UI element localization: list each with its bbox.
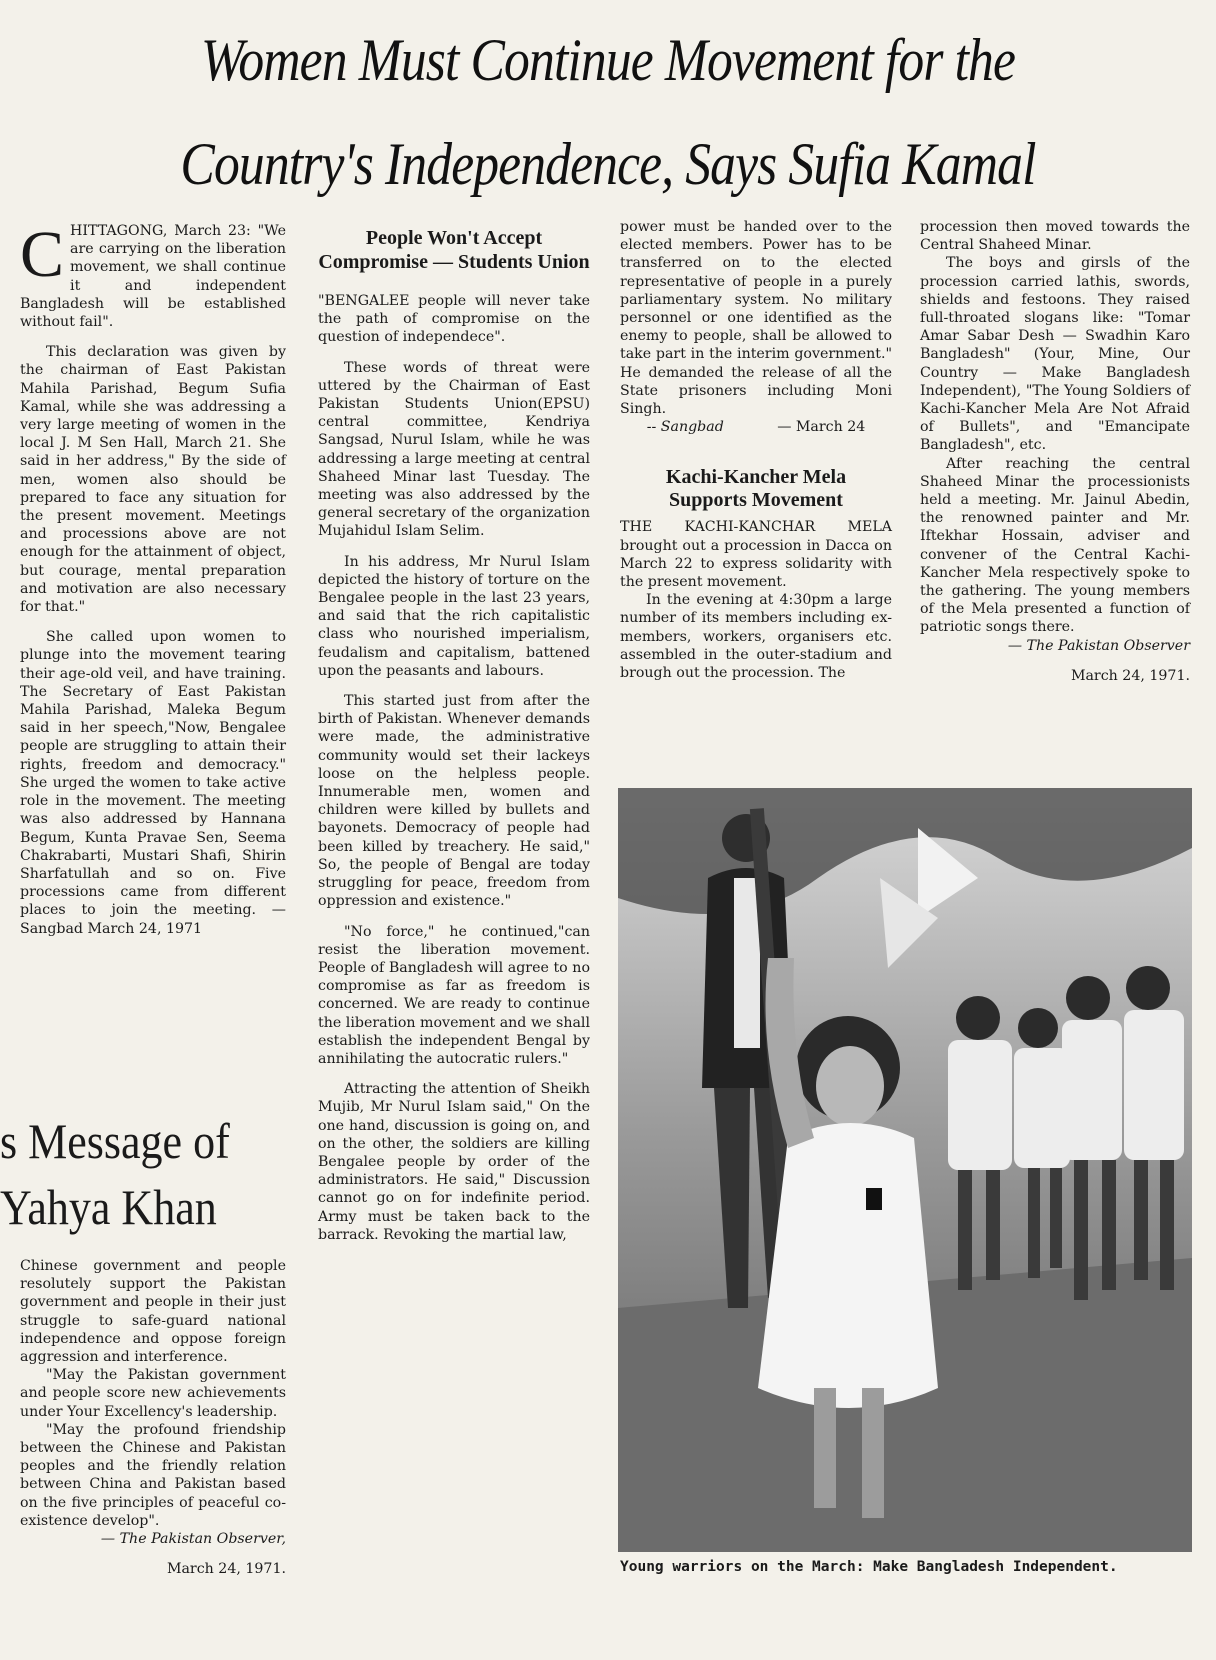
kachi-kancher-subhead — [620, 466, 892, 512]
story-paragraph: These words of threat were uttered by the Chairman of East Pakistan Students Union(EPSU) central committee, Kendriya Sangsad, Nurul Islam, while he was addressing a large meeting at central Shaheed Minar last Tuesday. The meeting was also addressed by the general secretary of the organization Mujahidul Islam Selim. — [318, 359, 590, 540]
story-paragraph: THE KACHI-KANCHAR MELA brought out a procession in Dacca on March 22 to express solidarity with the present movement. — [620, 519, 892, 591]
source-credit: — The Pakistan Observer — [1007, 637, 1190, 654]
source-credit: -- Sangbad — [646, 419, 724, 436]
story-paragraph: In his address, Mr Nurul Islam depicted the history of torture on the Bengalee people in the last 23 years, and said that the rich capitalistic class who nourished imperialism, feudalism and capitalism, battened upon the peasants and labours. — [318, 553, 590, 679]
source-date: March 24, 1971. — [1070, 667, 1190, 684]
students-union-subhead: People Won't Accept Compromise — Students Union — [318, 227, 590, 273]
procession-photo — [618, 788, 1192, 1552]
yahya-khan-headline-2: Yahya Khan — [0, 1179, 217, 1235]
source-date: March 24, 1971. — [166, 1561, 286, 1578]
subhead-line-2: Supports Movement — [669, 489, 843, 512]
story-lead-paragraph: HITTAGONG, March 23: "We are carrying on the liberation movement, we shall continue it and independent Bangladesh will be established without fail". — [20, 223, 286, 331]
students-union-story — [318, 226, 590, 1244]
story-paragraph: Chinese government and people resolutely support the Pakistan government and people in their just struggle to safe-guard national independence and oppose foreign aggression and interference. — [20, 1258, 286, 1366]
story-paragraph: "BENGALEE people will never take the path of compromise on the question of independece". — [318, 293, 590, 346]
source-credit: — The Pakistan Observer, — [100, 1531, 286, 1548]
drop-cap: C — [20, 218, 65, 291]
story-paragraph: procession then moved towards the Central Shaheed Minar. — [920, 219, 1190, 254]
photo-caption: Young warriors on the March: Make Bangladesh Independent. — [620, 1559, 1118, 1575]
sufia-kamal-story — [20, 218, 286, 938]
story-paragraph: In the evening at 4:30pm a large number of its members including ex-members, workers, organisers etc. assembled in the outer-stadium and brough out the procession. The — [620, 592, 892, 682]
story-paragraph: "No force," he continued,"can resist the liberation movement. People of Bangladesh will agree to no compromise as far as freedom is concerned. We are ready to continue the liberation movement and we shall establish the independent Bengal by annihilating the autocratic rulers." — [318, 923, 590, 1067]
story-paragraph: After reaching the central Shaheed Minar the processionists held a meeting. Mr. Jainul Abedin, the renowned painter and Mr. Iftekhar Hossain, adviser and convener of the Central Kachi-Kancher Mela respectively spoke to the gathering. The young members of the Mela presented a function of patriotic songs there. — [920, 455, 1190, 636]
column-three — [620, 218, 892, 682]
story-paragraph: "May the profound friendship between the Chinese and Pakistan peoples and the friendly relation between China and Pakistan based on the five principles of peaceful co-existence develop". — [20, 1421, 286, 1529]
story-paragraph: This started just from after the birth of Pakistan. Whenever demands were made, the administrative community would set their lackeys loose on the helpless people. Innumerable men, women and children were killed by bullets and bayonets. Democracy of people had been killed by treachery. He said," So, the people of Bengal are today struggling for peace, freedom from oppression and existence." — [318, 693, 590, 910]
story-paragraph: She called upon women to plunge into the movement tearing their age-old veil, and have training. The Secretary of East Pakistan Mahila Parishad, Maleka Begum said in her speech,"Now, Bengalee people are struggling to attain their rights, freedom and democracy." She urged the women to take active role in the movement. The meeting was also addressed by Hannana Begum, Kunta Pravae Sen, Seema Chakrabarti, Mustari Shafi, Shirin Sharfatullah and so on. Five processions came from different places to join the meeting. — Sangbad March 24, 1971 — [20, 629, 286, 937]
yahya-khan-story — [20, 1257, 286, 1590]
story-paragraph: Attracting the attention of Sheikh Mujib, Mr Nurul Islam said," On the one hand, discussion is going on, and on the other, the soldiers are killing Bengalee people by order of the administrators. He said," Discussion cannot go on for indefinite period. Army must be taken back to the barrack. Revoking the martial law, — [318, 1081, 590, 1243]
headline — [85, 8, 1131, 216]
headline-line-1: Women Must Continue Movement for the — [200, 27, 1016, 93]
procession-photo-illustration — [618, 788, 1192, 1552]
headline-line-2: Country's Independence, Says Sufia Kamal — [180, 131, 1036, 197]
column-four — [920, 218, 1190, 697]
story-paragraph: This declaration was given by the chairman of East Pakistan Mahila Parishad, Begum Sufia Kamal, while she was addressing a very large meeting of women in the local J. M Sen Hall, March 21. She said in her address," By the side of men, women also should be prepared to face any situation for the present movement. Meetings and processions above are not enough for the attainment of object, but courage, mental preparation and motivation are also necessary for that." — [20, 344, 286, 616]
yahya-khan-headline-1: s Message of — [0, 1113, 230, 1169]
source-date: — March 24 — [777, 419, 866, 436]
subhead-line-1: Kachi-Kancher Mela — [665, 466, 847, 489]
story-paragraph: power must be handed over to the elected members. Power has to be transferred on to the elected representative of people in a purely parliamentary system. No military personnel or one identified as the enemy to people, shall be allowed to take part in the interim government." He demanded the release of all the State prisoners including Moni Singh. — [620, 219, 892, 418]
story-paragraph: The boys and girsls of the procession carried lathis, swords, shields and festoons. They raised full-throated slogans like: "Tomar Amar Sabar Desh — Swadhin Karo Bangladesh" (Your, Mine, Our Country — Make Bangladesh Independent), "The Young Soldiers of Kachi-Kancher Mela Are Not Afraid of Bullets", and "Emancipate Bangladesh", etc. — [920, 255, 1190, 454]
story-paragraph: "May the Pakistan government and people score new achievements under Your Excellency's leadership. — [20, 1367, 286, 1420]
